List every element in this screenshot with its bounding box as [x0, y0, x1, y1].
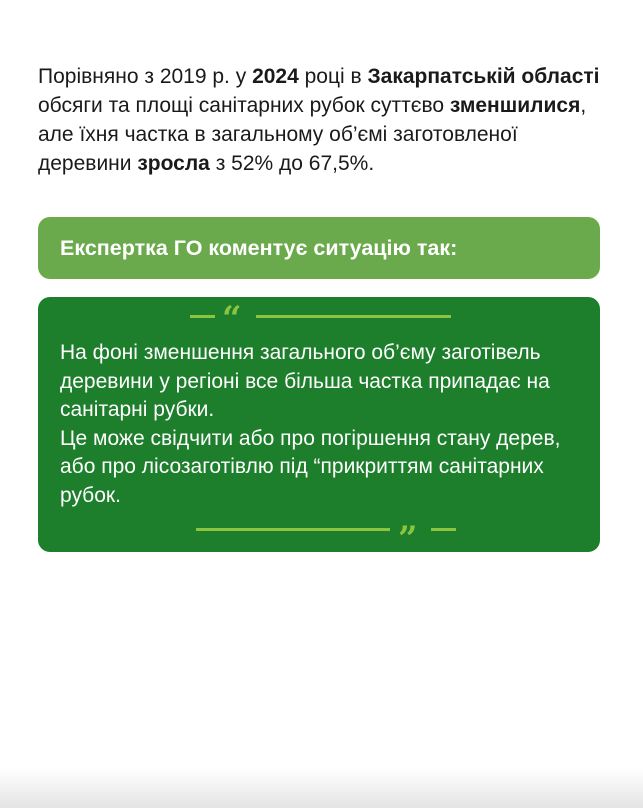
open-quote-icon: “ [222, 299, 242, 339]
quote-paragraph-2: Це може свідчити або про погіршення стану дерев, або про лісозаготівлю під “прикриттям санітарних рубок. [60, 426, 561, 507]
intro-text: обсяги та площі санітарних рубок суттєво [38, 94, 450, 117]
expert-header-title: Експертка ГО коментує ситуацію так: [60, 235, 458, 260]
intro-paragraph [38, 62, 608, 178]
quote-bottom-rule-left [196, 528, 390, 531]
intro-region: Закарпатській області [367, 65, 600, 88]
intro-text: , але їхня частка в загальному об’ємі заготовленої деревини [38, 94, 587, 175]
quote-box [38, 297, 600, 559]
intro-text: з 52% до 67,5%. [209, 152, 375, 175]
quote-top-rule-left [190, 315, 215, 318]
quote-text [60, 339, 590, 511]
intro-text: Порівняно з 2019 р. у [38, 65, 253, 88]
close-quote-icon: ” [398, 519, 418, 559]
intro-decreased: зменшилися [449, 94, 581, 117]
quote-paragraph-1: На фоні зменшення загального об’єму заготівель деревини у регіоні все більша частка припадає на санітарні рубки. [60, 341, 550, 422]
intro-text: році в [298, 65, 368, 88]
bottom-fade [0, 768, 643, 808]
quote-top-rule-right [256, 315, 451, 318]
intro-year: 2024 [252, 65, 299, 88]
quote-bottom-rule-right [431, 528, 456, 531]
intro-increased: зросла [137, 152, 210, 175]
expert-header-bar [38, 217, 600, 279]
